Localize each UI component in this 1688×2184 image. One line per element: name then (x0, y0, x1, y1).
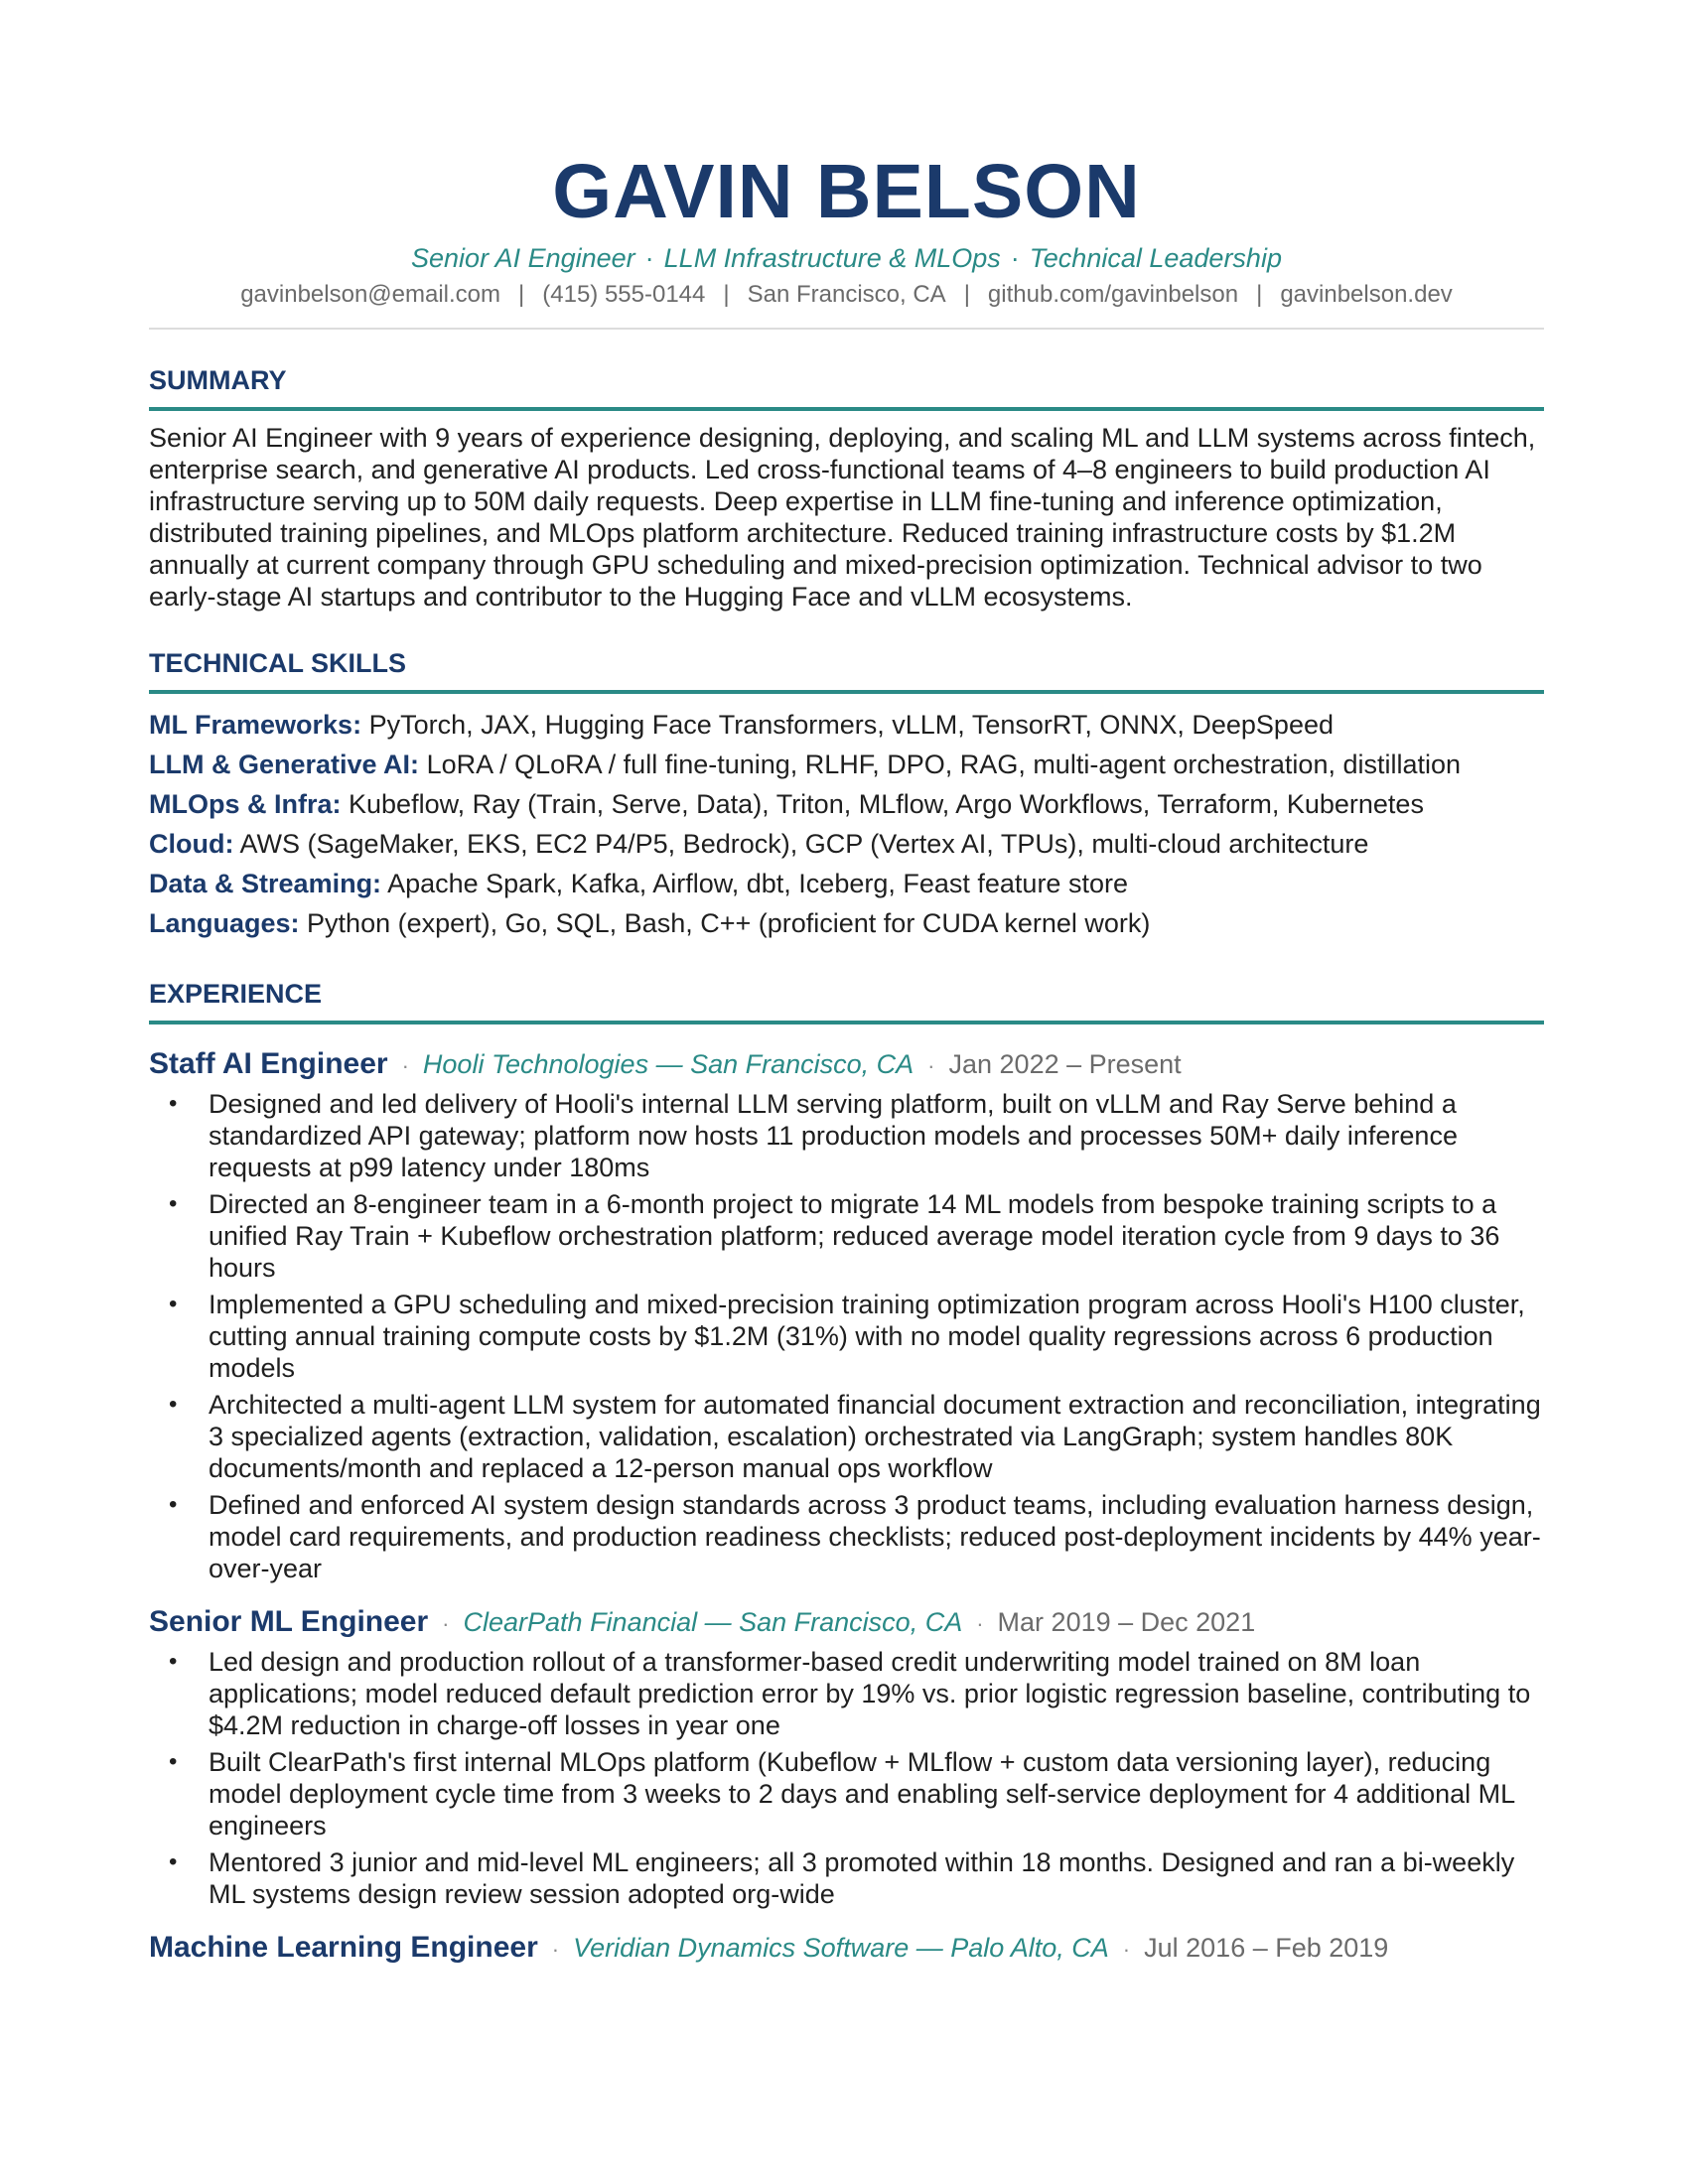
contact-separator: | (723, 281, 730, 308)
job-title: Staff AI Engineer (149, 1047, 388, 1080)
contact-separator: | (518, 281, 525, 308)
tagline-item: Senior AI Engineer (411, 243, 635, 273)
contact-phone: (415) 555-0144 (542, 281, 706, 308)
contact-separator: | (1256, 281, 1263, 308)
header-divider (149, 328, 1544, 330)
bullet-text: Mentored 3 junior and mid-level ML engineers; all 3 promoted within 18 months. Designed and ran a bi-weekly ML systems design review session adopted org-wide (209, 1847, 1515, 1909)
job-entry (149, 1046, 1544, 1584)
job-dates: Jul 2016 – Feb 2019 (1144, 1933, 1389, 1963)
job-separator: · (442, 1611, 450, 1636)
job-title: Machine Learning Engineer (149, 1931, 538, 1964)
list-item (149, 1188, 1544, 1284)
bullet-marker: • (169, 1291, 178, 1317)
section-title-skills: TECHNICAL SKILLS (149, 646, 1544, 694)
jobs-list (149, 1046, 1544, 1968)
summary-section (149, 363, 1544, 613)
bullet-text: Implemented a GPU scheduling and mixed-precision training optimization program across Hooli's H100 cluster, cutting annual training compute costs by $1.2M (31%) with no model quality regressions across 6 production models (209, 1290, 1525, 1383)
skill-label: ML Frameworks: (149, 710, 362, 740)
contact-separator: | (963, 281, 970, 308)
job-bullets (149, 1088, 1544, 1584)
skill-value: PyTorch, JAX, Hugging Face Transformers, vLLM, TensorRT, ONNX, DeepSpeed (368, 710, 1334, 740)
list-item (149, 1389, 1544, 1484)
skill-row (149, 824, 1544, 864)
bullet-marker: • (169, 1848, 178, 1875)
skill-value: Python (expert), Go, SQL, Bash, C++ (proficient for CUDA kernel work) (307, 908, 1151, 938)
bullet-marker: • (169, 1391, 178, 1418)
bullet-marker: • (169, 1491, 178, 1518)
job-separator: · (401, 1053, 409, 1078)
job-header (149, 1046, 1544, 1084)
skill-value: Kubeflow, Ray (Train, Serve, Data), Triton, MLflow, Argo Workflows, Terraform, Kubernetes (349, 789, 1424, 819)
bullet-text: Built ClearPath's first internal MLOps platform (Kubeflow + MLflow + custom data versioning layer), reducing model deployment cycle time from 3 weeks to 2 days and enabling self-service deployment for 4 additional ML engineers (209, 1747, 1515, 1841)
contact-website: gavinbelson.dev (1280, 281, 1453, 308)
job-entry (149, 1930, 1544, 1968)
skill-row (149, 903, 1544, 943)
summary-text: Senior AI Engineer with 9 years of experience designing, deploying, and scaling ML and LLM systems across fintech, enterprise search, and generative AI products. Led cross-functional teams of 4–8 engineers to build production AI infrastructure serving up to 50M daily requests. Deep expertise in LLM fine-tuning and inference optimization, distributed training pipelines, and MLOps platform architecture. Reduced training infrastructure costs by $1.2M annually at current company through GPU scheduling and mixed-precision optimization. Technical advisor to two early-stage AI startups and contributor to the Hugging Face and vLLM ecosystems. (149, 423, 1536, 612)
job-dates: Jan 2022 – Present (948, 1049, 1182, 1079)
job-entry (149, 1604, 1544, 1910)
contact-line (149, 278, 1544, 312)
job-header (149, 1604, 1544, 1642)
contact-github: github.com/gavinbelson (987, 281, 1239, 308)
skill-label: Cloud: (149, 829, 234, 859)
job-company: Veridian Dynamics Software — Palo Alto, CA (573, 1933, 1109, 1963)
tagline (149, 240, 1544, 276)
skill-row (149, 745, 1544, 784)
bullet-marker: • (169, 1190, 178, 1217)
bullet-marker: • (169, 1090, 178, 1117)
bullet-text: Led design and production rollout of a transformer-based credit underwriting model trained on 8M loan applications; model reduced default prediction error by 19% vs. prior logistic regression baseline, contributing to $4.2M reduction in charge-off losses in year one (209, 1647, 1531, 1740)
contact-location: San Francisco, CA (747, 281, 946, 308)
list-item (149, 1646, 1544, 1741)
contact-email: gavinbelson@email.com (240, 281, 501, 308)
list-item (149, 1489, 1544, 1584)
skill-row (149, 784, 1544, 824)
skill-value: Apache Spark, Kafka, Airflow, dbt, Iceberg, Feast feature store (387, 869, 1128, 898)
bullet-text: Directed an 8-engineer team in a 6-month project to migrate 14 ML models from bespoke training scripts to a unified Ray Train + Kubeflow orchestration platform; reduced average model iteration cycle from 9 days to 36 hours (209, 1189, 1500, 1283)
resume-page (149, 147, 1544, 1968)
job-company: Hooli Technologies — San Francisco, CA (422, 1049, 914, 1079)
skill-value: AWS (SageMaker, EKS, EC2 P4/P5, Bedrock), GCP (Vertex AI, TPUs), multi-cloud architecture (239, 829, 1369, 859)
experience-section (149, 977, 1544, 1968)
section-title-experience: EXPERIENCE (149, 977, 1544, 1024)
tagline-separator: · (644, 243, 654, 273)
tagline-item: Technical Leadership (1029, 243, 1282, 273)
list-item (149, 1746, 1544, 1842)
list-item (149, 1088, 1544, 1183)
skill-value: LoRA / QLoRA / full fine-tuning, RLHF, DPO, RAG, multi-agent orchestration, distillation (426, 750, 1462, 779)
skill-label: LLM & Generative AI: (149, 750, 420, 779)
bullet-text: Designed and led delivery of Hooli's internal LLM serving platform, built on vLLM and Ray Serve behind a standardized API gateway; platform now hosts 11 production models and processes 50M+ daily inference requests at p99 latency under 180ms (209, 1089, 1458, 1182)
bullet-text: Defined and enforced AI system design standards across 3 product teams, including evaluation harness design, model card requirements, and production readiness checklists; reduced post-deployment incidents by 44% year-over-year (209, 1490, 1541, 1583)
tagline-separator: · (1010, 243, 1020, 273)
bullet-marker: • (169, 1748, 178, 1775)
job-separator: · (927, 1053, 935, 1078)
list-item (149, 1289, 1544, 1384)
section-title-summary: SUMMARY (149, 363, 1544, 411)
bullet-text: Architected a multi-agent LLM system for automated financial document extraction and reconciliation, integrating 3 specialized agents (extraction, validation, escalation) orchestrated via LangGraph; system handles 80K documents/month and replaced a 12-person manual ops workflow (209, 1390, 1541, 1483)
skill-label: MLOps & Infra: (149, 789, 342, 819)
job-separator: · (976, 1611, 984, 1636)
job-title: Senior ML Engineer (149, 1605, 429, 1638)
job-separator: · (1122, 1937, 1131, 1962)
list-item (149, 1846, 1544, 1910)
skill-row (149, 864, 1544, 903)
job-bullets (149, 1646, 1544, 1910)
job-dates: Mar 2019 – Dec 2021 (997, 1607, 1256, 1637)
tagline-item: LLM Infrastructure & MLOps (663, 243, 1001, 273)
skill-label: Data & Streaming: (149, 869, 382, 898)
skills-section (149, 646, 1544, 943)
job-company: ClearPath Financial — San Francisco, CA (463, 1607, 963, 1637)
skill-label: Languages: (149, 908, 300, 938)
job-header (149, 1930, 1544, 1968)
skill-row (149, 705, 1544, 745)
candidate-name: GAVIN BELSON (552, 149, 1141, 234)
bullet-marker: • (169, 1648, 178, 1675)
job-separator: · (551, 1937, 560, 1962)
skills-list (149, 705, 1544, 943)
